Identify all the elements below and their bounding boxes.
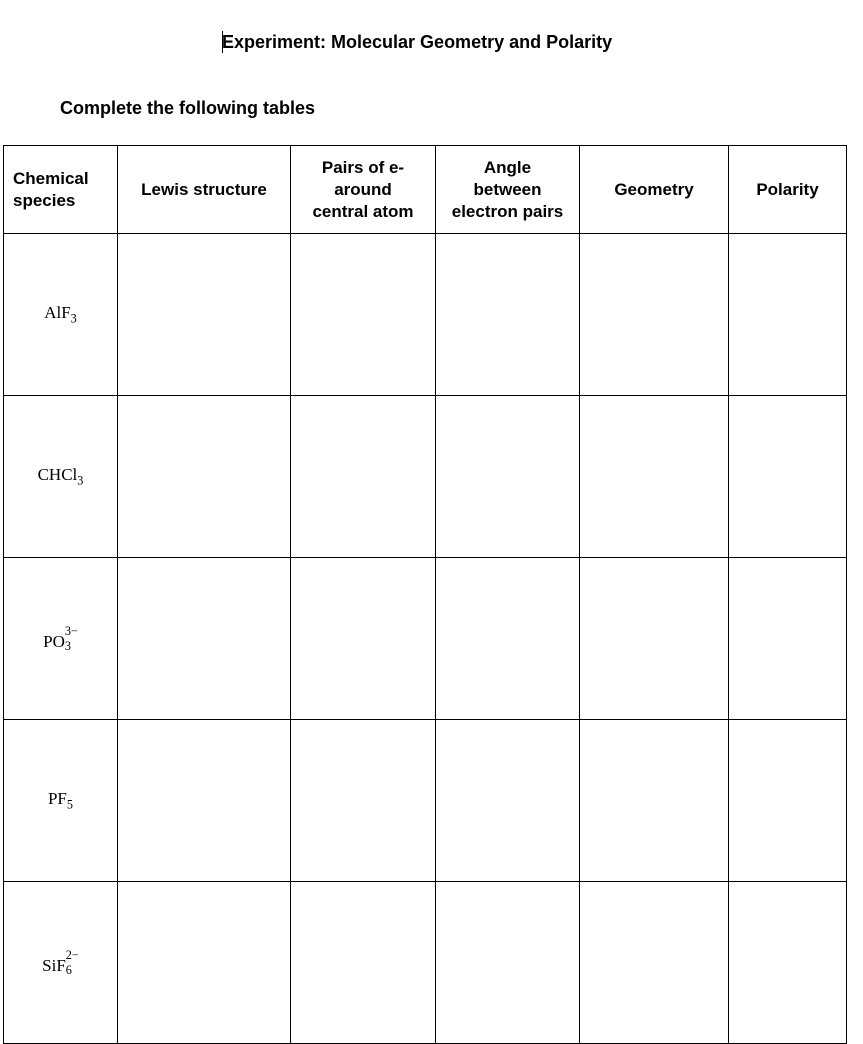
lewis-structure-cell[interactable] xyxy=(118,720,291,882)
header-line: Chemical xyxy=(13,168,89,188)
bond-angle-cell[interactable] xyxy=(436,234,580,396)
page-title: Experiment: Molecular Geometry and Polarity xyxy=(222,32,613,52)
instruction-text: Complete the following tables xyxy=(60,98,316,118)
header-electron-pairs xyxy=(291,146,436,234)
table-row xyxy=(4,882,847,1044)
formula-subscript: 3 xyxy=(64,638,71,653)
formula-script xyxy=(66,948,79,977)
chemical-formula xyxy=(43,624,78,653)
header-line: Polarity xyxy=(756,179,819,199)
polarity-cell[interactable] xyxy=(729,720,847,882)
geometry-cell[interactable] xyxy=(580,396,729,558)
header-line: Angle xyxy=(483,157,532,177)
bond-angle-cell[interactable] xyxy=(436,720,580,882)
header-geometry xyxy=(580,146,729,234)
formula-superscript: 3− xyxy=(64,624,78,639)
header-bond-angle xyxy=(436,146,580,234)
polarity-cell[interactable] xyxy=(729,234,847,396)
polarity-cell[interactable] xyxy=(729,558,847,720)
polarity-cell[interactable] xyxy=(729,882,847,1044)
formula-subscript: 6 xyxy=(65,962,72,977)
formula-superscript: 2− xyxy=(65,948,79,963)
species-cell xyxy=(4,234,118,396)
chemical-formula xyxy=(48,789,73,812)
formula-subscript: 3 xyxy=(77,473,84,488)
header-line: central atom xyxy=(312,201,414,221)
geometry-cell[interactable] xyxy=(580,882,729,1044)
header-chemical-species xyxy=(4,146,118,234)
header-lewis-structure xyxy=(118,146,291,234)
header-line: species xyxy=(13,190,76,210)
header-line: electron pairs xyxy=(451,201,564,221)
worksheet-table xyxy=(3,145,847,1044)
formula-base: PO xyxy=(43,631,65,651)
formula-script xyxy=(65,624,78,653)
electron-pairs-cell[interactable] xyxy=(291,882,436,1044)
header-row xyxy=(4,146,847,234)
chemical-formula xyxy=(38,465,84,488)
electron-pairs-cell[interactable] xyxy=(291,558,436,720)
electron-pairs-cell[interactable] xyxy=(291,396,436,558)
electron-pairs-cell[interactable] xyxy=(291,720,436,882)
table-row xyxy=(4,234,847,396)
species-cell xyxy=(4,396,118,558)
table-row xyxy=(4,558,847,720)
geometry-cell[interactable] xyxy=(580,720,729,882)
bond-angle-cell[interactable] xyxy=(436,882,580,1044)
lewis-structure-cell[interactable] xyxy=(118,396,291,558)
chemical-formula xyxy=(44,303,77,326)
lewis-structure-cell[interactable] xyxy=(118,558,291,720)
species-cell xyxy=(4,558,118,720)
formula-subscript: 3 xyxy=(70,311,77,326)
species-cell xyxy=(4,720,118,882)
bond-angle-cell[interactable] xyxy=(436,558,580,720)
formula-subscript: 5 xyxy=(66,797,74,812)
formula-base: CHCl xyxy=(37,464,78,484)
header-line: Pairs of e- xyxy=(321,157,405,177)
table-row xyxy=(4,396,847,558)
formula-base: AlF xyxy=(44,302,71,322)
species-cell xyxy=(4,882,118,1044)
electron-pairs-cell[interactable] xyxy=(291,234,436,396)
table-row xyxy=(4,720,847,882)
header-line: around xyxy=(334,179,392,199)
header-line: between xyxy=(473,179,542,199)
geometry-cell[interactable] xyxy=(580,234,729,396)
bond-angle-cell[interactable] xyxy=(436,396,580,558)
polarity-cell[interactable] xyxy=(729,396,847,558)
formula-base: PF xyxy=(47,788,67,808)
header-polarity xyxy=(729,146,847,234)
lewis-structure-cell[interactable] xyxy=(118,882,291,1044)
formula-base: SiF xyxy=(42,955,66,975)
geometry-cell[interactable] xyxy=(580,558,729,720)
lewis-structure-cell[interactable] xyxy=(118,234,291,396)
header-line: Geometry xyxy=(614,179,694,199)
chemical-formula xyxy=(42,948,79,977)
header-line: Lewis structure xyxy=(141,179,267,199)
